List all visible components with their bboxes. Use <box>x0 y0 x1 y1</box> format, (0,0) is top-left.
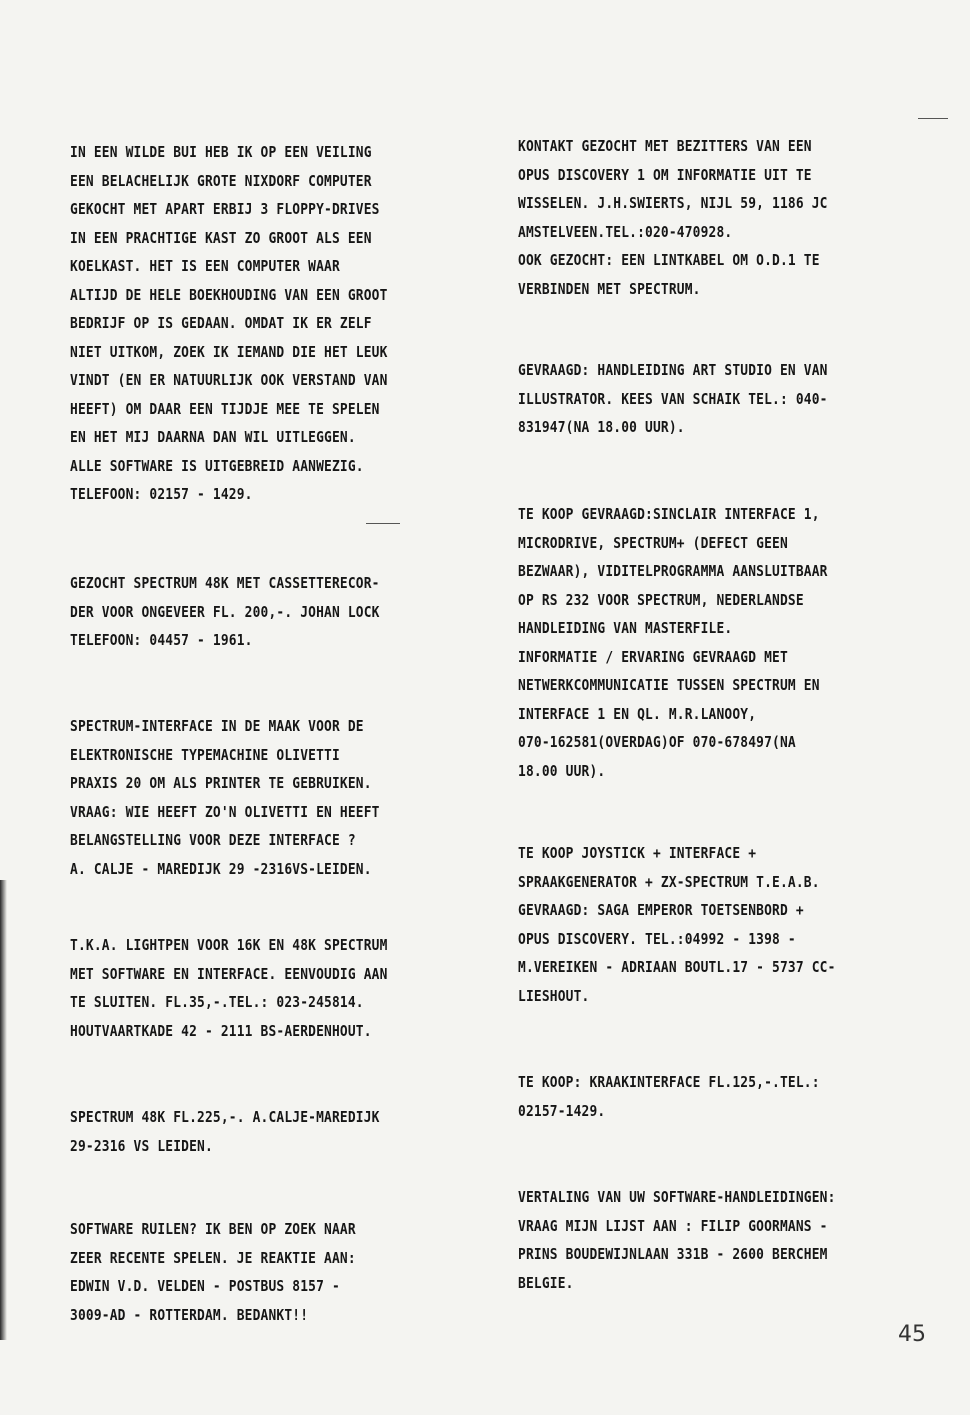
page-number: 45 <box>898 1322 926 1347</box>
classified-ad-joystick: TE KOOP JOYSTICK + INTERFACE + SPRAAKGENERATOR + ZX-SPECTRUM T.E.A.B. GEVRAAGD: SAGA EMPEROR TOETSENBORD + OPUS DISCOVERY. TEL.:04992 - 1398 - M.VEREIKEN - ADRIAAN BOUTL.17 - 5737 CC- LIESHOUT. <box>518 844 836 1005</box>
classified-ad-software-swap: SOFTWARE RUILEN? IK BEN OP ZOEK NAAR ZEER RECENTE SPELEN. JE REAKTIE AAN: EDWIN V.D. VELDEN - POSTBUS 8157 - 3009-AD - ROTTERDAM. BEDANKT!! <box>70 1220 356 1324</box>
classified-ad-lightpen: T.K.A. LIGHTPEN VOOR 16K EN 48K SPECTRUM MET SOFTWARE EN INTERFACE. EENVOUDIG AAN TE SLUITEN. FL.35,-.TEL.: 023-245814. HOUTVAARTKADE 42 - 2111 BS-AERDENHOUT. <box>70 936 388 1040</box>
classified-ad-olivetti: SPECTRUM-INTERFACE IN DE MAAK VOOR DE ELEKTRONISCHE TYPEMACHINE OLIVETTI PRAXIS 20 OM ALS PRINTER TE GEBRUIKEN. VRAAG: WIE HEEFT ZO'N OLIVETTI EN HEEFT BELANGSTELLING VOOR DEZE INTERFACE ? A. CALJE - MAREDIJK 29 -2316VS-LEIDEN. <box>70 717 380 878</box>
page-edge-shadow <box>0 880 7 1340</box>
classified-ad-kraakinterface: TE KOOP: KRAAKINTERFACE FL.125,-.TEL.: 02157-1429. <box>518 1073 820 1120</box>
classified-ad-spectrum-48k: GEZOCHT SPECTRUM 48K MET CASSETTERECOR- DER VOOR ONGEVEER FL. 200,-. JOHAN LOCK TELEFOON: 04457 - 1961. <box>70 574 380 649</box>
classified-ad-opus-discovery: KONTAKT GEZOCHT MET BEZITTERS VAN EEN OPUS DISCOVERY 1 OM INFORMATIE UIT TE WISSELEN. J.H.SWIERTS, NIJL 59, 1186 JC AMSTELVEEN.TEL.:020-470928. OOK GEZOCHT: EEN LINTKABEL OM O.D.1 TE VERBINDEN MET SPECTRUM. <box>518 137 828 298</box>
separator-mark <box>366 523 400 524</box>
classified-ad-art-studio: GEVRAAGD: HANDLEIDING ART STUDIO EN VAN ILLUSTRATOR. KEES VAN SCHAIK TEL.: 040- 831947(NA 18.00 UUR). <box>518 361 828 436</box>
classified-ad-spectrum-sale: SPECTRUM 48K FL.225,-. A.CALJE-MAREDIJK 29-2316 VS LEIDEN. <box>70 1108 380 1155</box>
classified-ad-translation: VERTALING VAN UW SOFTWARE-HANDLEIDINGEN: VRAAG MIJN LIJST AAN : FILIP GOORMANS - PRINS BOUDEWIJNLAAN 331B - 2600 BERCHEM BELGIE. <box>518 1188 836 1292</box>
classified-ad-interface-1: TE KOOP GEVRAAGD:SINCLAIR INTERFACE 1, MICRODRIVE, SPECTRUM+ (DEFECT GEEN BEZWAAR), VIDITELPROGRAMMA AANSLUITBAAR OP RS 232 VOOR SPECTRUM, NEDERLANDSE HANDLEIDING VAN MASTERFILE. INFORMATIE / ERVARING GEVRAAGD MET NETWERKCOMMUNICATIE TUSSEN SPECTRUM EN INTERFACE 1 EN QL. M.R.LANOOY, 070-162581(OVERDAG)OF 070-678497(NA 18.00 UUR). <box>518 505 828 780</box>
classified-ad-nixdorf: IN EEN WILDE BUI HEB IK OP EEN VEILING EEN BELACHELIJK GROTE NIXDORF COMPUTER GEKOCHT MET APART ERBIJ 3 FLOPPY-DRIVES IN EEN PRACHTIGE KAST ZO GROOT ALS EEN KOELKAST. HET IS EEN COMPUTER WAAR ALTIJD DE HELE BOEKHOUDING VAN EEN GROOT BEDRIJF OP IS GEDAAN. OMDAT IK ER ZELF NIET UITKOM, ZOEK IK IEMAND DIE HET LEUK VINDT (EN ER NATUURLIJK OOK VERSTAND VAN HEEFT) OM DAAR EEN TIJDJE MEE TE SPELEN EN HET MIJ DAARNA DAN WIL UITLEGGEN. ALLE SOFTWARE IS UITGEBREID AANWEZIG. TELEFOON: 02157 - 1429. <box>70 143 388 503</box>
corner-mark <box>918 118 948 119</box>
